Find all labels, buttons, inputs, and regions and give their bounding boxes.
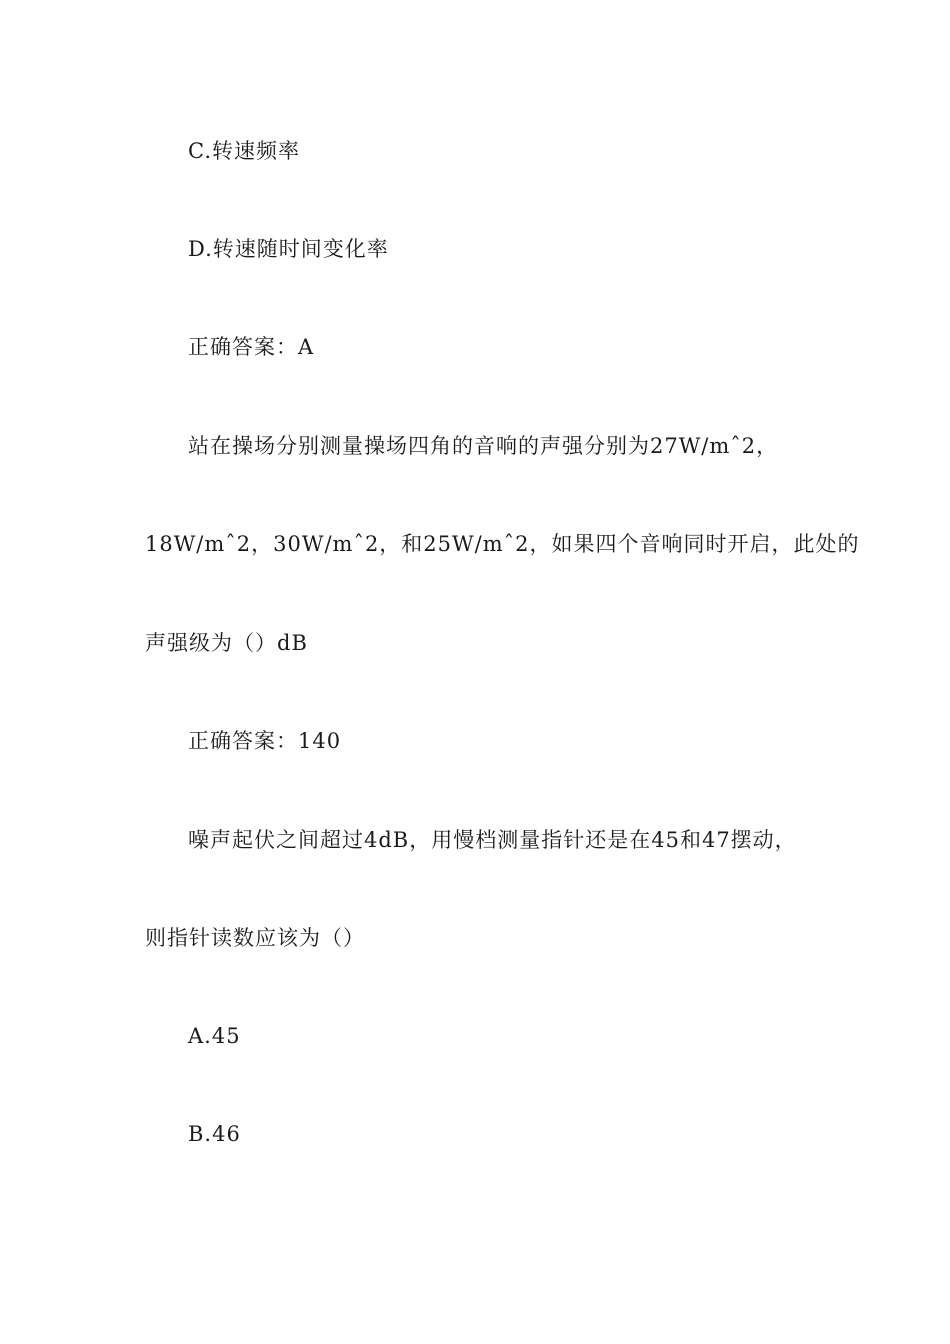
option-a: A.45 [188,1024,241,1048]
option-d: D.转速随时间变化率 [188,237,389,261]
question-2-line-1: 站在操场分别测量操场四角的音响的声强分别为27W/mˆ2， [188,434,779,458]
answer-2: 正确答案：140 [188,729,342,753]
answer-1: 正确答案：A [188,335,315,359]
option-b: B.46 [188,1122,241,1146]
question-3-line-1: 噪声起伏之间超过4dB，用慢档测量指针还是在45和47摆动， [188,828,797,852]
question-2-line-3: 声强级为（）dB [145,631,308,655]
question-2-line-2: 18W/mˆ2，30W/mˆ2，和25W/mˆ2，如果四个音响同时开启，此处的 [145,532,860,556]
question-3-line-2: 则指针读数应该为（） [145,926,365,950]
option-c: C.转速频率 [188,139,300,163]
